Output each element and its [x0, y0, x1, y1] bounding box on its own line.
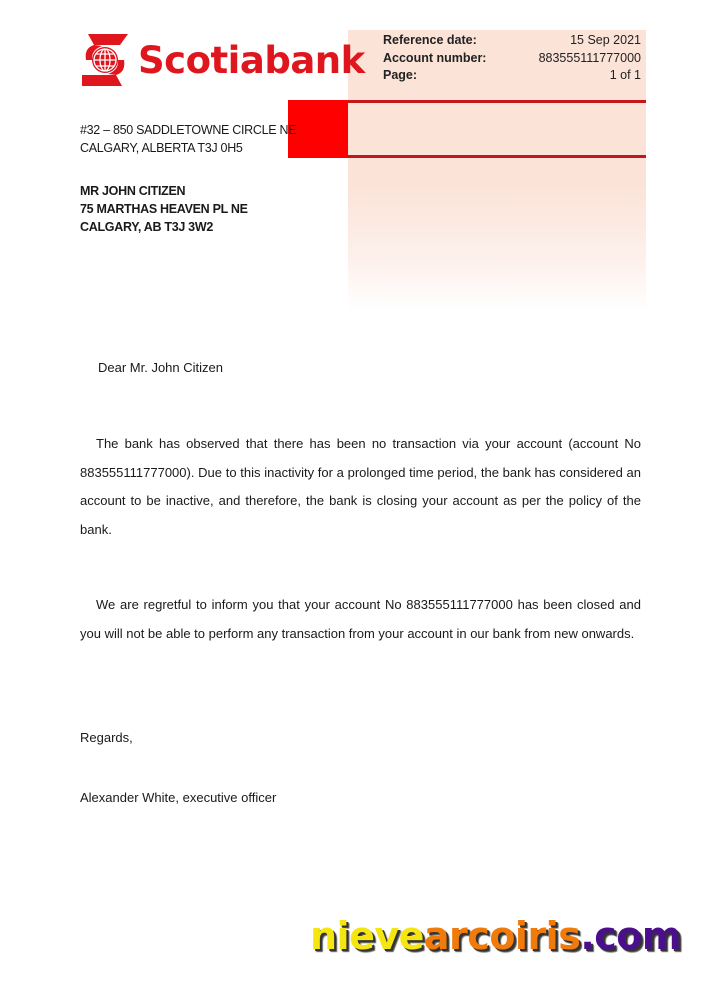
salutation: Dear Mr. John Citizen [98, 360, 223, 375]
reference-date-value: 15 Sep 2021 [570, 33, 641, 47]
recipient-address [80, 182, 248, 236]
page-row [383, 67, 641, 85]
bank-name: Scotiabank [138, 38, 365, 82]
watermark [310, 914, 681, 958]
watermark-part-nieve: nieve [310, 914, 424, 958]
sender-address-line2: CALGARY, ALBERTA T3J 0H5 [80, 141, 243, 155]
reference-date-row [383, 32, 641, 50]
page-label: Page: [383, 68, 418, 82]
paragraph-inactivity: The bank has observed that there has been no transaction via your account (account No 883555111777000). Due to this inactivity for a prolonged time period, the bank has considered an account to be inactive, and therefore, the bank is closing your account as per the policy of the bank. [80, 436, 641, 537]
recipient-name: MR JOHN CITIZEN [80, 184, 186, 198]
red-rule-bottom [348, 155, 646, 158]
account-number-label: Account number: [383, 50, 487, 65]
scotiabank-globe-s-icon [80, 32, 130, 88]
account-number-row [383, 50, 641, 68]
sender-address-line1: #32 – 850 SADDLETOWNE CIRCLE NE [80, 123, 297, 137]
red-accent-block [288, 100, 348, 158]
reference-info [383, 32, 641, 85]
recipient-address-line2: CALGARY, AB T3J 3W2 [80, 220, 213, 234]
signature: Alexander White, executive officer [80, 790, 277, 805]
sender-address [80, 121, 296, 157]
paragraph-closure: We are regretful to inform you that your account No 883555111777000 has been closed and you will not be able to perform any transaction from your account in our bank from new onwards. [80, 597, 641, 641]
red-rule-top [348, 100, 646, 103]
watermark-part-com: .com [580, 914, 682, 958]
closing: Regards, [80, 730, 133, 745]
page-value: 1 of 1 [609, 68, 641, 82]
recipient-address-line1: 75 MARTHAS HEAVEN PL NE [80, 202, 248, 216]
watermark-part-arcoiris: arcoiris [423, 914, 581, 958]
reference-date-label: Reference date: [383, 33, 477, 47]
bank-logo [80, 32, 365, 88]
account-number-value: 883555111777000 [538, 50, 641, 65]
